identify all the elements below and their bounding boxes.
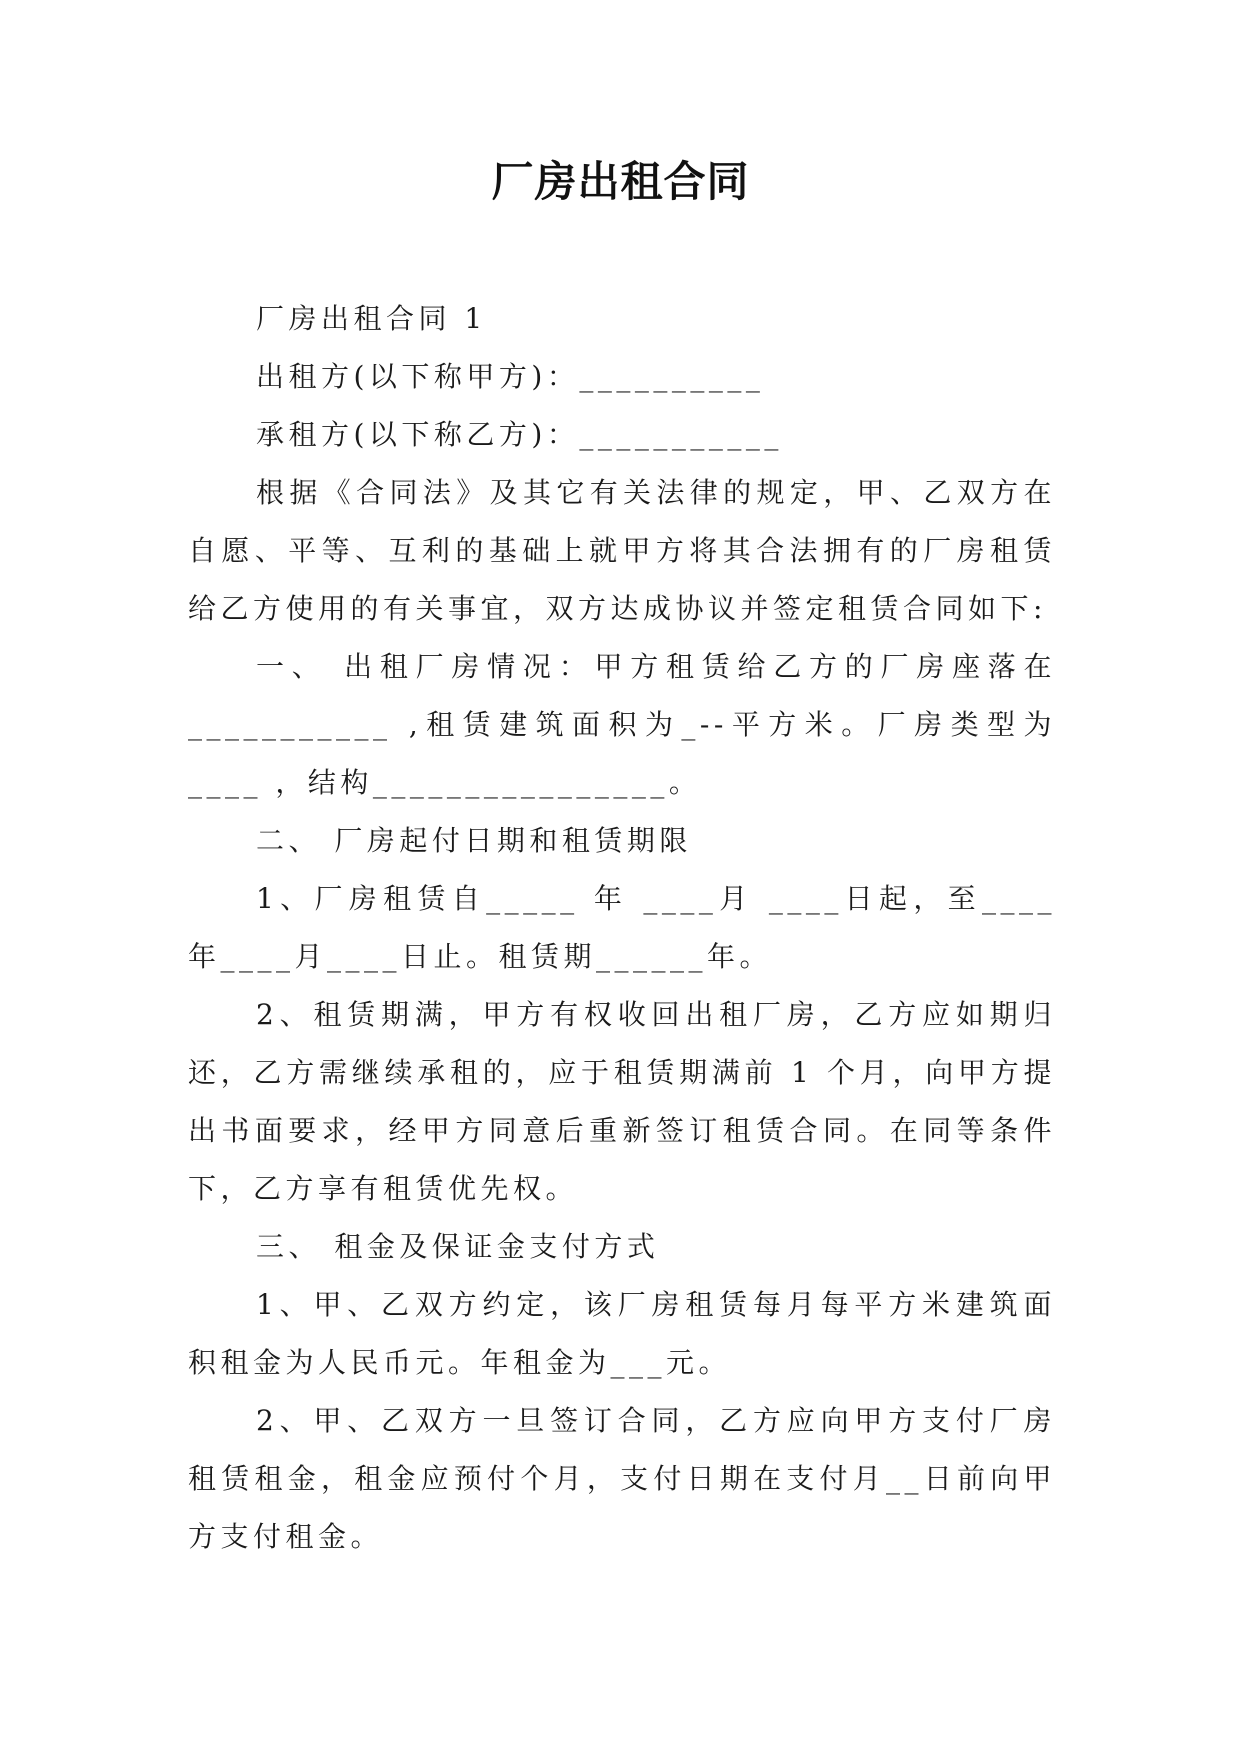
- document-body: [188, 290, 1056, 1566]
- paragraph-section-1: 一、 出租厂房情况：甲方租赁给乙方的厂房座落在___________ ,租赁建筑面积为_--平方米。厂房类型为____ ，结构________________。: [188, 650, 1056, 799]
- paragraph-section-2-item-1: 1、厂房租赁自_____ 年 ____月 ____日起，至____ 年____月____日止。租赁期______年。: [188, 882, 1056, 973]
- paragraph-section-2-item-2: 2、租赁期满，甲方有权收回出租厂房，乙方应如期归还，乙方需继续承租的，应于租赁期满前 1 个月，向甲方提出书面要求，经甲方同意后重新签订租赁合同。在同等条件下，乙方享有租赁优先权。: [188, 998, 1056, 1205]
- paragraph-section-3-heading: 三、 租金及保证金支付方式: [256, 1230, 660, 1263]
- paragraph-section-3-item-2: 2、甲、乙双方一旦签订合同，乙方应向甲方支付厂房租赁租金，租金应预付个月，支付日期在支付月__日前向甲方支付租金。: [188, 1404, 1056, 1553]
- paragraph-heading: 厂房出租合同 1: [256, 302, 487, 335]
- paragraph-section-3-item-1: 1、甲、乙双方约定，该厂房租赁每月每平方米建筑面积租金为人民币元。年租金为___元。: [188, 1288, 1056, 1379]
- paragraph-lessor: 出租方(以下称甲方)：__________: [256, 360, 765, 393]
- paragraph-section-2-heading: 二、 厂房起付日期和租赁期限: [256, 824, 692, 857]
- paragraph-lessee: 承租方(以下称乙方)：___________: [256, 418, 783, 451]
- document-title: 厂房出租合同: [491, 157, 750, 206]
- paragraph-preamble: 根据《合同法》及其它有关法律的规定，甲、乙双方在自愿、平等、互利的基础上就甲方将其合法拥有的厂房租赁给乙方使用的有关事宜，双方达成协议并签定租赁合同如下:: [188, 476, 1056, 625]
